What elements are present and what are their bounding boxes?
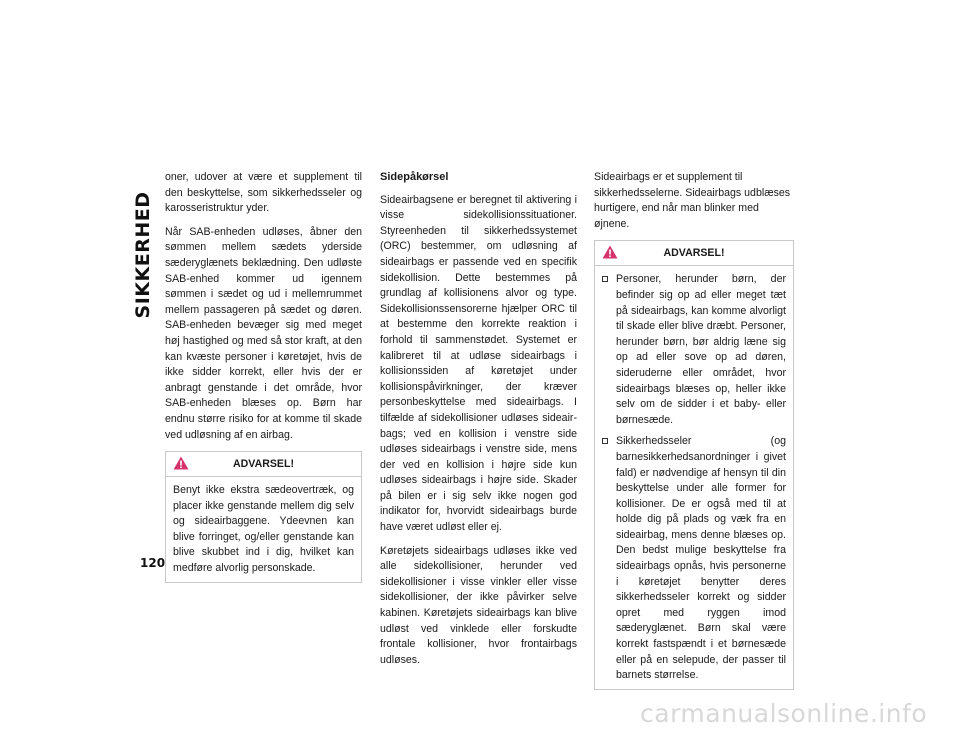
warning-text: Benyt ikke ekstra sædeovertræk, og placer ikke genstande mellem dig selv og sideairbaggene. Ydeevnen kan blive forringet, og/eller genstande kan blive skubbet ind i dig, hvilket kan medføre alvorlig personskade. [173,484,354,575]
warning-triangle-icon [602,245,618,259]
square-bullet-icon [602,438,608,444]
watermark: carmanualsonline.info [640,699,928,728]
list-item [602,272,786,428]
column-1 [165,170,362,583]
warning-title: ADVARSEL! [663,247,725,260]
warning-title: ADVARSEL! [232,458,294,471]
section-heading: Sidepåkørsel [380,171,449,183]
paragraph: oner, udover at være et supplement til den beskyttelse, som sikkerhedsseler og karosseristruktur yder. [165,171,362,215]
paragraph: Når SAB-enheden udløses, åbner den sømmen mellem sædets yderside sæderyglænets beklædning. Den udløste SAB-enhed kommer ud igennem sømmen i sædet og ud i mellemrummet mellem passageren på sædet og døren. SAB-enheden bevæger sig med meget høj hastighed og med så stor kraft, at den kan kvæste personer i køretøjet, hvis de ikke sidder korrekt, eller hvis der er anbragt genstande i det område, hvor SAB-enheden blæses op. Børn har endnu større risiko for at komme til skade ved udløsning af en airbag. [165,225,362,441]
paragraph: Køretøjets sideairbags udløses ikke ved alle sidekollisioner, herunder ved sidekollisioner i visse vinkler eller visse sidekollisioner, der ikke påvirker selve kabinen. Køretøjets sideairbags kan blive udløst ved vinklede eller forskudte frontale kollisioner, hvor frontairbags udløses. [380,544,577,666]
section-tab-label: SIKKERHED [132,191,154,319]
paragraph: Sideairbagsene er beregnet til aktivering i visse sidekollisionssituationer. Styreenheden til sikkerhedssystemet (ORC) bestemmer, om udløsning af sideairbags er passende ved en specifik sidekollision. Dette bestemmes på grundlag af kollisionens alvor og type. Sidekollisionssensorerne hjælper ORC til at bestemme den korrekte reaktion i forhold til sammenstødet. Systemet er kalibreret til at udløse sideairbags i kollisionssiden af køretøjet under kollisionspåvirkninger, der kræver personbeskyttelse med sideairbags. I tilfælde af sidekollisioner udløses sideairbags; ved en kollision i venstre side udløses sideairbags i venstre side, mens der ved en kollision i højre side kun udløses sideairbags i højre side. Skader på bilen er i sig selv ikke nogen god indikator for, hvorvidt sideairbags burde have været udløst eller ej. [380,193,577,534]
warning-box [594,240,794,689]
warning-header [166,452,361,477]
warning-triangle-icon [173,456,189,470]
warning-body [166,477,361,582]
warning-list [602,272,786,683]
list-item-text: Sikkerhedsseler (og barnesikkerhedsanordninger i givet fald) er nødvendige af hensyn til din beskyttelse under alle former for kollisioner. De er også med til at holde dig på plads og væk fra en sideairbag, mens denne blæses op. Den bedst mulige beskyttelse fra sideairbags opnås, hvis personerne i køretøjet benytter deres sikkerhedsseler korrekt og sidder opret med ryggen imod sæderyglænet. Børn skal være korrekt fastspændt i et børnesæde eller på en selepude, der passer til barnets størrelse. [616,435,786,682]
paragraph: Sideairbags er et supplement til sikkerhedsselerne. Sideairbags udblæses hurtigere, end når man blinker med øjnene. [594,171,791,230]
column-2 [380,170,577,676]
list-item [602,434,786,684]
page-number: 120 [140,556,166,570]
warning-header [595,241,793,266]
column-3 [594,170,794,690]
warning-body [595,266,793,688]
square-bullet-icon [602,276,608,282]
section-tab [128,175,158,335]
warning-box [165,451,362,583]
list-item-text: Personer, herunder børn, der befinder sig op ad eller meget tæt på sideairbags, kan komme alvorligt til skade eller blive dræbt. Personer, herunder børn, bør aldrig læne sig op ad eller sove op ad døren, sideruderne eller området, hvor sideairbags blæses op, heller ikke selv om de sidder i et baby- eller børnesæde. [616,273,786,426]
